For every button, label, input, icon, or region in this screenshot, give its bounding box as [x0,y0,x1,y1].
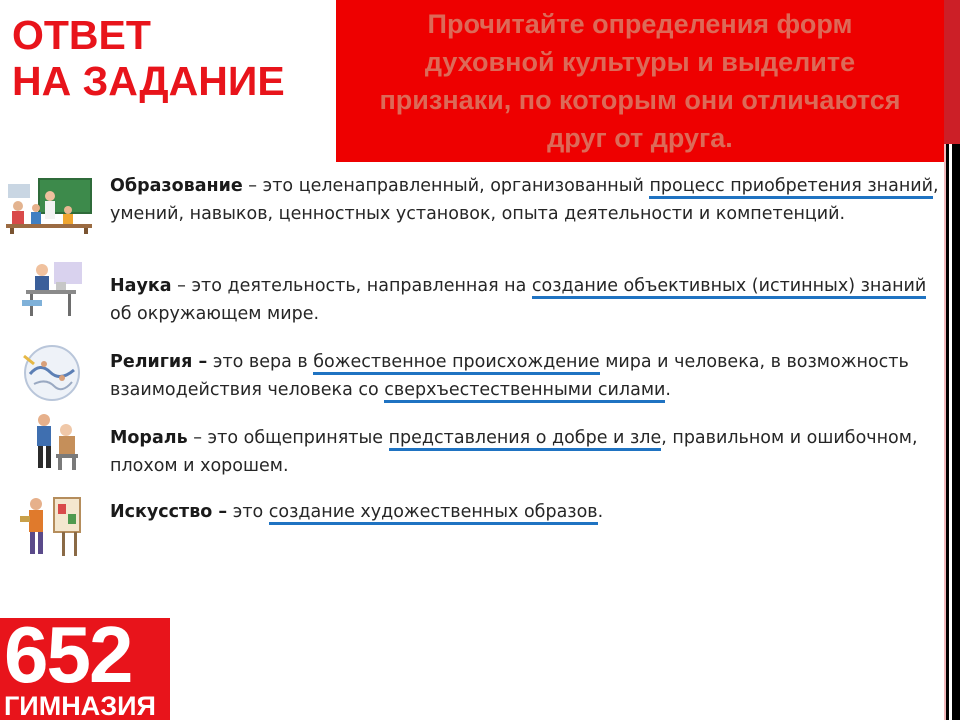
dash: – [242,176,263,196]
side-rule [944,144,960,720]
definition-text: мира и человека, в возможность взаимодействия человека со [110,352,909,400]
definition-text: об окружающем мире. [110,304,320,324]
title-line-2: НА ЗАДАНИЕ [12,58,285,104]
highlighted-feature: представления о добре и зле [389,428,662,451]
definition-text: это [232,502,269,522]
term: Искусство – [110,502,228,522]
highlighted-feature: сверхъестественными силами [384,380,665,403]
definition-text: , умений, навыков, ценностных установок, опыта деятельности и компетенций. [110,176,939,224]
religion-icon [20,344,84,402]
definition-text: это общепринятые [207,428,389,448]
highlighted-feature: божественное происхождение [313,352,599,375]
logo-number: 652 [4,610,132,699]
scientist-icon [20,260,84,318]
accent-strip [944,0,960,144]
painter-icon [18,494,84,558]
definition-text: это вера в [212,352,314,372]
definition-text: , правильном и ошибочном, плохом и хорошем. [110,428,918,476]
slide-title [12,12,285,104]
term: Наука [110,276,172,296]
task-text: Прочитайте определения форм духовной культуры и выделите признаки, по которым они отличаются друг от друга. [379,9,901,153]
definition-text: . [597,502,604,522]
highlighted-feature: создание художественных образов [269,502,598,525]
term: Религия – [110,352,208,372]
dash: – [171,276,192,296]
term: Мораль [110,428,188,448]
definition-art [110,498,944,526]
gymnasium-logo [0,610,170,721]
highlighted-feature: процесс приобретения знаний [649,176,933,199]
definition-text: это деятельность, направленная на [191,276,532,296]
definition-science [110,272,944,328]
elder-help-icon [26,412,82,472]
term: Образование [110,176,243,196]
highlighted-feature: создание объективных (истинных) знаний [532,276,926,299]
definition-morality [110,424,944,480]
definition-text: . [665,380,671,400]
task-banner [336,0,944,162]
classroom-icon [6,176,92,234]
definition-text: это целенаправленный, организованный [262,176,650,196]
dash: – [187,428,208,448]
definition-religion [110,348,944,404]
title-line-1: ОТВЕТ [12,12,151,58]
logo-word: ГИМНАЗИЯ [4,691,156,721]
definition-education [110,172,944,228]
